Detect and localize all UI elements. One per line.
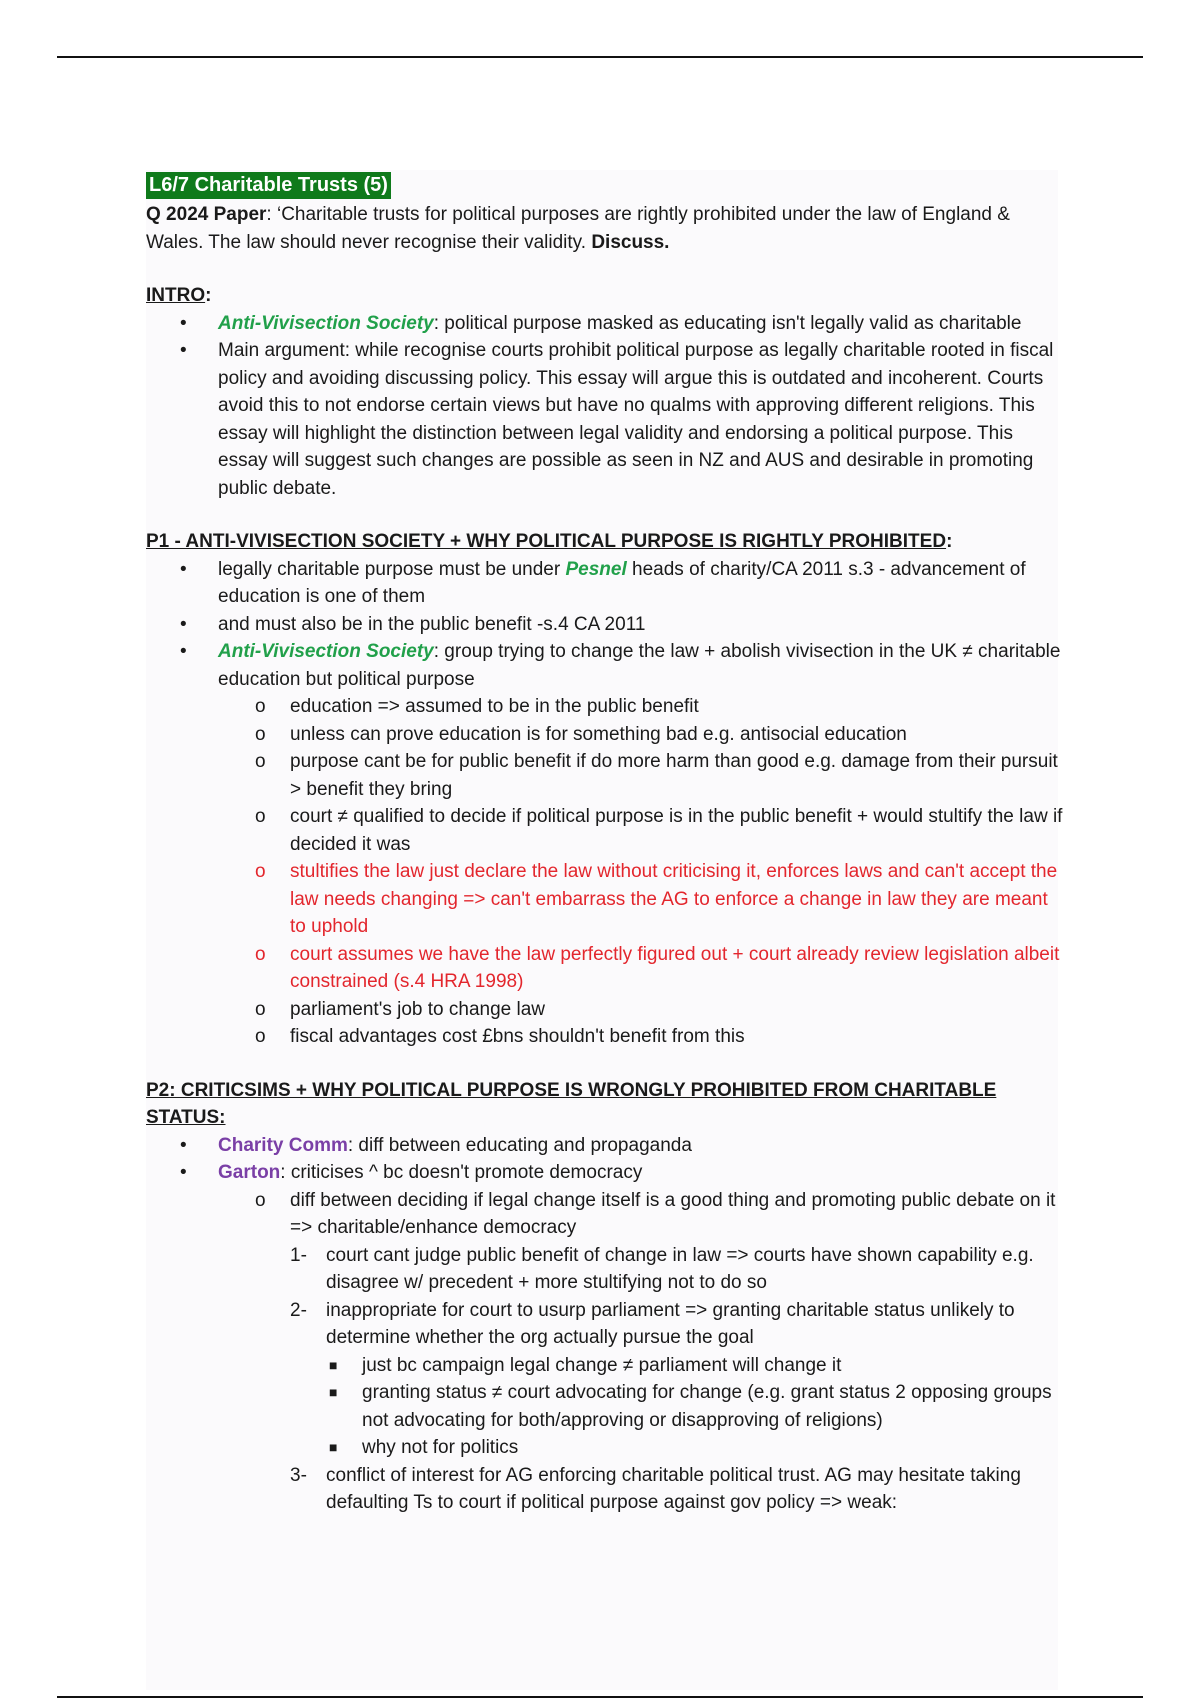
title-line	[146, 172, 1066, 201]
circle-bullet-icon: o	[255, 751, 266, 772]
list-item: • Anti-Vivisection Society: group trying to change the law + abolish vivisection in the UK ≠ charitable education but political purpose	[146, 638, 1066, 693]
numbered-item: 3- conflict of interest for AG enforcing charitable political trust. AG may hesitate taking defaulting Ts to court if political purpose against gov policy => weak:	[146, 1462, 1066, 1517]
sub-item: o purpose cant be for public benefit if do more harm than good e.g. damage from their pursuit > benefit they bring	[146, 748, 1066, 803]
circle-bullet-icon: o	[255, 1189, 266, 1211]
bullet-icon: •	[180, 1162, 187, 1183]
bullet-icon: •	[180, 1134, 187, 1156]
circle-bullet-icon: o	[255, 696, 266, 717]
p1-list	[146, 556, 1066, 1051]
square-bullet-icon: ■	[329, 1439, 338, 1455]
circle-bullet-icon: o	[255, 943, 266, 965]
bullet-icon: •	[180, 613, 187, 635]
sub-item: o unless can prove education is for something bad e.g. antisocial education	[146, 721, 1066, 749]
square-bullet-icon: ■	[329, 1384, 338, 1400]
document-body	[146, 172, 1066, 1517]
list-item: • Garton: criticises ^ bc doesn't promote democracy	[146, 1159, 1066, 1187]
case-name: Pesnel	[565, 558, 627, 580]
document-title: L6/7 Charitable Trusts (5)	[146, 172, 391, 199]
circle-bullet-icon: o	[255, 861, 266, 882]
case-name: Anti-Vivisection Society	[218, 641, 434, 662]
top-rule	[57, 56, 1143, 58]
square-bullet-icon: ■	[329, 1356, 338, 1373]
item-number: 1-	[290, 1244, 307, 1266]
bullet-icon: •	[180, 312, 187, 334]
bottom-rule	[57, 1696, 1143, 1698]
intro-heading: INTRO:	[146, 285, 212, 306]
list-item: • Main argument: while recognise courts prohibit political purpose as legally charitable rooted in fiscal policy and avoiding discussing policy. This essay will argue this is outdated and incoherent. Courts avoid this to not endorse certain views but have no qualms with approving different religions. This essay will highlight the distinction between legal validity and endorsing a political purpose. This essay will suggest such changes are possible as seen in NZ and AUS and desirable in promoting public debate.	[146, 337, 1066, 502]
sub-item: o education => assumed to be in the public benefit	[146, 693, 1066, 721]
sub-item: o fiscal advantages cost £bns shouldn't benefit from this	[146, 1023, 1066, 1051]
list-item: • Anti-Vivisection Society: political purpose masked as educating isn't legally valid as charitable	[146, 310, 1066, 338]
sub-item: o diff between deciding if legal change itself is a good thing and promoting public debate on it => charitable/enhance democracy	[146, 1187, 1066, 1242]
circle-bullet-icon: o	[255, 806, 266, 827]
list-item: • and must also be in the public benefit -s.4 CA 2011	[146, 611, 1066, 639]
square-item: ■ why not for politics	[146, 1434, 1066, 1462]
bullet-icon: •	[180, 641, 187, 662]
numbered-item: 1- court cant judge public benefit of change in law => courts have shown capability e.g. disagree w/ precedent + more stultifying not to do so	[146, 1242, 1066, 1297]
bullet-icon: •	[180, 558, 187, 580]
author-name: Charity Comm	[218, 1134, 348, 1156]
sub-item-highlighted: o stultifies the law just declare the law without criticising it, enforces laws and can't accept the law needs changing => can't embarrass the AG to enforce a change in law they are meant to uphold	[146, 858, 1066, 941]
circle-bullet-icon: o	[255, 1026, 266, 1047]
p2-heading: P2: CRITICSIMS + WHY POLITICAL PURPOSE IS WRONGLY PROHIBITED FROM CHARITABLE STATUS:	[146, 1079, 997, 1128]
sub-item-highlighted: o court assumes we have the law perfectly figured out + court already review legislation albeit constrained (s.4 HRA 1998)	[146, 941, 1066, 996]
bullet-icon: •	[180, 340, 187, 361]
question	[146, 201, 1066, 256]
case-name: Anti-Vivisection Society	[218, 312, 434, 334]
list-item: • Charity Comm: diff between educating and propaganda	[146, 1132, 1066, 1160]
sub-item: o court ≠ qualified to decide if political purpose is in the public benefit + would stultify the law if decided it was	[146, 803, 1066, 858]
question-discuss: Discuss.	[591, 231, 670, 253]
numbered-item: 2- inappropriate for court to usurp parliament => granting charitable status unlikely to determine whether the org actually pursue the goal	[146, 1297, 1066, 1352]
circle-bullet-icon: o	[255, 998, 266, 1020]
p1-heading: P1 - ANTI-VIVISECTION SOCIETY + WHY POLITICAL PURPOSE IS RIGHTLY PROHIBITED:	[146, 531, 953, 552]
list-item: • legally charitable purpose must be under Pesnel heads of charity/CA 2011 s.3 - advancement of education is one of them	[146, 556, 1066, 611]
square-item: ■ granting status ≠ court advocating for change (e.g. grant status 2 opposing groups not advocating for both/approving or disapproving of religions)	[146, 1379, 1066, 1434]
question-label: Q 2024 Paper	[146, 204, 267, 225]
square-item: ■ just bc campaign legal change ≠ parliament will change it	[146, 1352, 1066, 1380]
intro-list	[146, 310, 1066, 503]
sub-item: o parliament's job to change law	[146, 996, 1066, 1024]
p2-list	[146, 1132, 1066, 1517]
item-number: 2-	[290, 1299, 307, 1321]
author-name: Garton	[218, 1162, 281, 1183]
question-text: : ‘Charitable trusts for political purposes are rightly prohibited under the law of England & Wales. The law should never recognise their validity.	[146, 204, 1010, 253]
circle-bullet-icon: o	[255, 723, 266, 745]
item-number: 3-	[290, 1464, 307, 1486]
